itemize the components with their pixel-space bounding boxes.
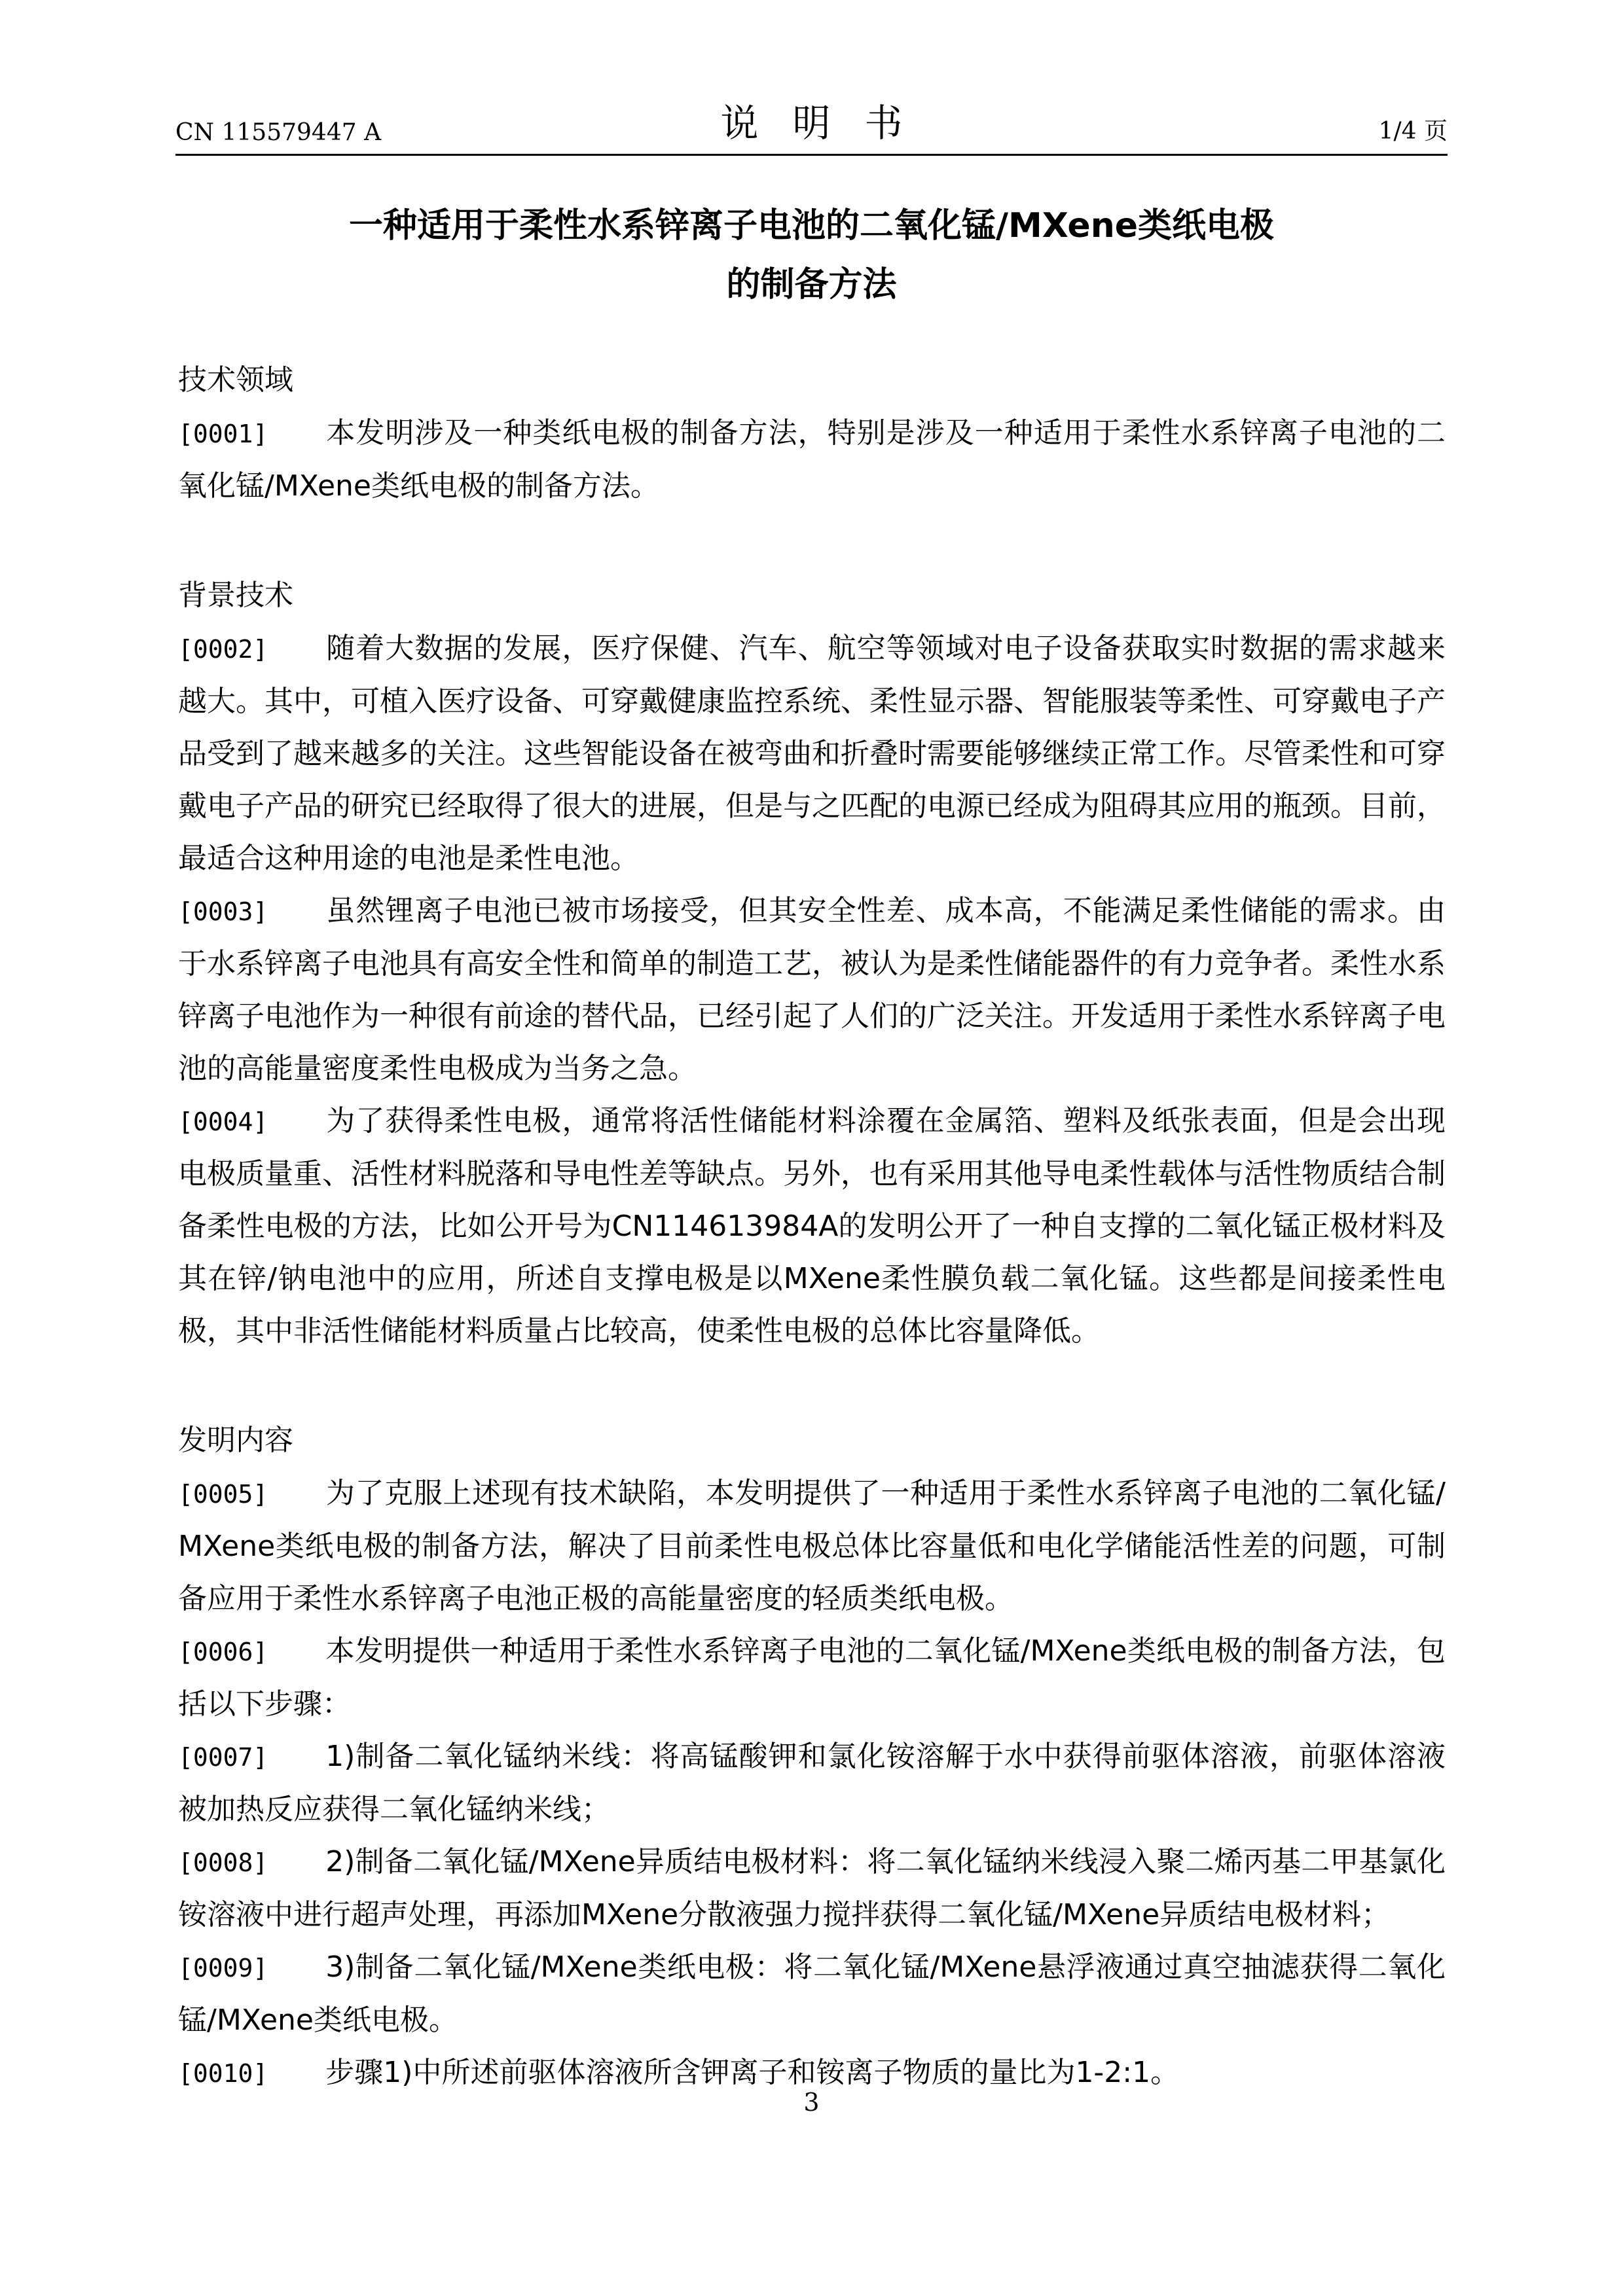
paragraph-0004 bbox=[178, 1095, 1446, 1357]
paragraph-number: [0003] bbox=[178, 897, 268, 926]
paragraph-0005 bbox=[178, 1467, 1446, 1625]
page-indicator: 1/4 页 bbox=[1378, 118, 1448, 145]
paragraph-number: [0010] bbox=[178, 2059, 268, 2088]
section-gap bbox=[178, 1357, 1446, 1415]
paragraph-0006 bbox=[178, 1625, 1446, 1731]
heading-background: 背景技术 bbox=[178, 579, 293, 612]
paragraph-0002 bbox=[178, 622, 1446, 885]
paragraph-0008 bbox=[178, 1836, 1446, 1941]
paragraph-number: [0007] bbox=[178, 1743, 268, 1772]
section-title: 说明书 bbox=[720, 101, 937, 145]
heading-tech-field: 技术领域 bbox=[178, 363, 293, 397]
patent-number: CN 115579447 A bbox=[175, 119, 382, 146]
paragraph-number: [0005] bbox=[178, 1480, 268, 1509]
paragraph-text: 2)制备二氧化锰/MXene异质结电极材料：将二氧化锰纳米线浸入聚二烯丙基二甲基氯化铵溶液中进行超声处理，再添加MXene分散液强力搅拌获得二氧化锰/MXene异质结电极材料； bbox=[178, 1845, 1446, 1931]
paragraph-number: [0009] bbox=[178, 1954, 268, 1982]
paragraph-0001 bbox=[178, 407, 1446, 512]
page-header bbox=[175, 98, 1448, 156]
paragraph-0003 bbox=[178, 885, 1446, 1095]
paragraph-number: [0004] bbox=[178, 1107, 268, 1136]
paragraph-0007 bbox=[178, 1731, 1446, 1836]
paragraph-text: 本发明涉及一种类纸电极的制备方法，特别是涉及一种适用于柔性水系锌离子电池的二氧化锰/MXene类纸电极的制备方法。 bbox=[178, 416, 1446, 503]
title-line-2: 的制备方法 bbox=[726, 265, 897, 304]
document-title bbox=[175, 196, 1448, 314]
title-line-1: 一种适用于柔性水系锌离子电池的二氧化锰/MXene类纸电极 bbox=[349, 206, 1274, 245]
paragraph-text: 3)制备二氧化锰/MXene类纸电极：将二氧化锰/MXene悬浮液通过真空抽滤获得二氧化锰/MXene类纸电极。 bbox=[178, 1950, 1446, 2037]
paragraph-number: [0002] bbox=[178, 635, 268, 664]
paragraph-text: 步骤1)中所述前驱体溶液所含钾离子和铵离子物质的量比为1-2:1。 bbox=[325, 2056, 1180, 2089]
paragraph-number: [0008] bbox=[178, 1848, 268, 1877]
paragraph-text: 为了获得柔性电极，通常将活性储能材料涂覆在金属箔、塑料及纸张表面，但是会出现电极质量重、活性材料脱落和导电性差等缺点。另外，也有采用其他导电柔性载体与活性物质结合制备柔性电极的方法，比如公开号为CN114613984A的发明公开了一种自支撑的二氧化锰正极材料及其在锌/钠电池中的应用，所述自支撑电极是以MXene柔性膜负载二氧化锰。这些都是间接柔性电极，其中非活性储能材料质量占比较高，使柔性电极的总体比容量降低。 bbox=[178, 1104, 1446, 1348]
paragraph-text: 虽然锂离子电池已被市场接受，但其安全性差、成本高，不能满足柔性储能的需求。由于水系锌离子电池具有高安全性和简单的制造工艺，被认为是柔性储能器件的有力竞争者。柔性水系锌离子电池作为一种很有前途的替代品，已经引起了人们的广泛关注。开发适用于柔性水系锌离子电池的高能量密度柔性电极成为当务之急。 bbox=[178, 894, 1446, 1085]
heading-invention: 发明内容 bbox=[178, 1424, 293, 1457]
paragraph-text: 本发明提供一种适用于柔性水系锌离子电池的二氧化锰/MXene类纸电极的制备方法，包括以下步骤： bbox=[178, 1634, 1446, 1721]
paragraph-0009 bbox=[178, 1941, 1446, 2047]
section-gap bbox=[178, 512, 1446, 570]
paragraph-text: 随着大数据的发展，医疗保健、汽车、航空等领域对电子设备获取实时数据的需求越来越大。其中，可植入医疗设备、可穿戴健康监控系统、柔性显示器、智能服装等柔性、可穿戴电子产品受到了越来越多的关注。这些智能设备在被弯曲和折叠时需要能够继续正常工作。尽管柔性和可穿戴电子产品的研究已经取得了很大的进展，但是与之匹配的电源已经成为阻碍其应用的瓶颈。目前，最适合这种用途的电池是柔性电池。 bbox=[178, 632, 1446, 875]
paragraph-text: 为了克服上述现有技术缺陷，本发明提供了一种适用于柔性水系锌离子电池的二氧化锰/MXene类纸电极的制备方法，解决了目前柔性电极总体比容量低和电化学储能活性差的问题，可制备应用于柔性水系锌离子电池正极的高能量密度的轻质类纸电极。 bbox=[178, 1477, 1446, 1615]
paragraph-number: [0001] bbox=[178, 420, 268, 448]
paragraph-number: [0006] bbox=[178, 1638, 268, 1666]
paragraph-text: 1)制备二氧化锰纳米线：将高锰酸钾和氯化铵溶解于水中获得前驱体溶液，前驱体溶液被加热反应获得二氧化锰纳米线； bbox=[178, 1740, 1446, 1826]
document-body bbox=[178, 355, 1446, 2100]
page-number: 3 bbox=[803, 2088, 820, 2117]
